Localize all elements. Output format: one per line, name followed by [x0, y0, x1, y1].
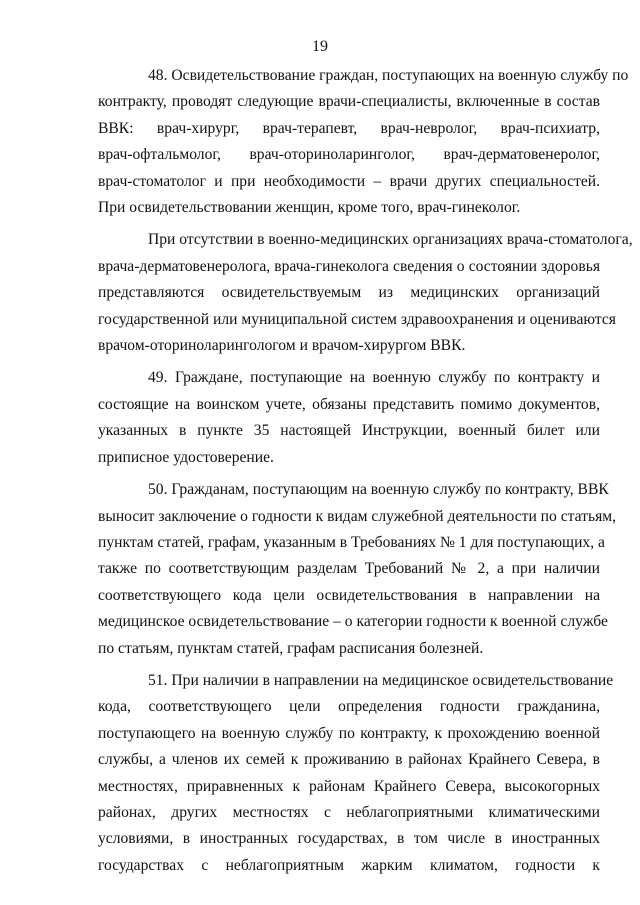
text-line: ВВК: врач-хирург, врач-терапевт, врач-невролог, врач-психиатр, — [98, 119, 600, 137]
text-line: 51. При наличии в направлении на медицинское освидетельствование — [148, 671, 614, 689]
text-line: выносит заключение о годности к видам служебной деятельности по статьям, — [98, 507, 617, 525]
text-line: пунктам статей, графам, указанным в Требованиях № 1 для поступающих, а — [98, 533, 605, 551]
document-body — [98, 63, 633, 879]
text-line: 48. Освидетельствование граждан, поступающих на военную службу по — [148, 67, 629, 84]
text-line: врач-офтальмолог, врач-оториноларинголог, врач-дерматовенеролог, — [98, 146, 600, 164]
text-line: государствах с неблагоприятным жарким климатом, годности к — [98, 856, 600, 874]
text-line: врача-дерматовенеролога, врача-гинеколога сведения о состоянии здоровья — [98, 257, 600, 275]
paragraph — [98, 227, 633, 359]
text-line: 49. Граждане, поступающие на военную службу по контракту и — [148, 369, 600, 387]
text-line: также по соответствующим разделам Требований № 2, а при наличии — [98, 560, 600, 578]
text-line: приписное удостоверение. — [98, 448, 274, 466]
paragraph — [98, 477, 617, 662]
text-line: представляются освидетельствуемым из медицинских организаций — [98, 284, 600, 302]
text-line: кода, соответствующего цели определения годности гражданина, — [98, 698, 600, 716]
text-line: указанных в пункте 35 настоящей Инструкции, военный билет или — [98, 422, 600, 440]
text-line: состоящие на воинском учете, обязаны представить помимо документов, — [98, 395, 600, 413]
text-line: При освидетельствовании женщин, кроме того, врач-гинеколог. — [98, 199, 521, 217]
page-number: 19 — [312, 38, 328, 55]
text-line: При отсутствии в военно-медицинских организациях врача-стоматолога, — [148, 231, 633, 249]
text-line: районах, других местностях с неблагоприятными климатическими — [98, 803, 600, 821]
text-line: условиями, в иностранных государствах, в том числе в иностранных — [98, 830, 600, 848]
text-line: по статьям, пунктам статей, графам расписания болезней. — [98, 639, 484, 657]
text-line: контракту, проводят следующие врачи-специалисты, включенные в состав — [98, 93, 600, 111]
text-line: врач-стоматолог и при необходимости – врачи других специальностей. — [98, 172, 600, 190]
text-line: медицинское освидетельствование – о категории годности к военной службе — [98, 613, 608, 631]
text-line: врачом-оториноларингологом и врачом-хирургом ВВК. — [98, 337, 466, 355]
text-line: 50. Гражданам, поступающим на военную службу по контракту, ВВК — [148, 481, 609, 499]
paragraph — [98, 365, 600, 471]
text-line: местностях, приравненных к районам Крайнего Севера, высокогорных — [98, 777, 600, 795]
paragraph — [98, 668, 614, 879]
paragraph — [98, 63, 629, 221]
text-line: службы, а членов их семей к проживанию в районах Крайнего Севера, в — [98, 751, 600, 769]
text-line: соответствующего кода цели освидетельствования в направлении на — [98, 586, 600, 604]
text-line: государственной или муниципальной систем здравоохранения и оцениваются — [98, 310, 616, 328]
text-line: поступающего на военную службу по контракту, к прохождению военной — [98, 724, 600, 742]
